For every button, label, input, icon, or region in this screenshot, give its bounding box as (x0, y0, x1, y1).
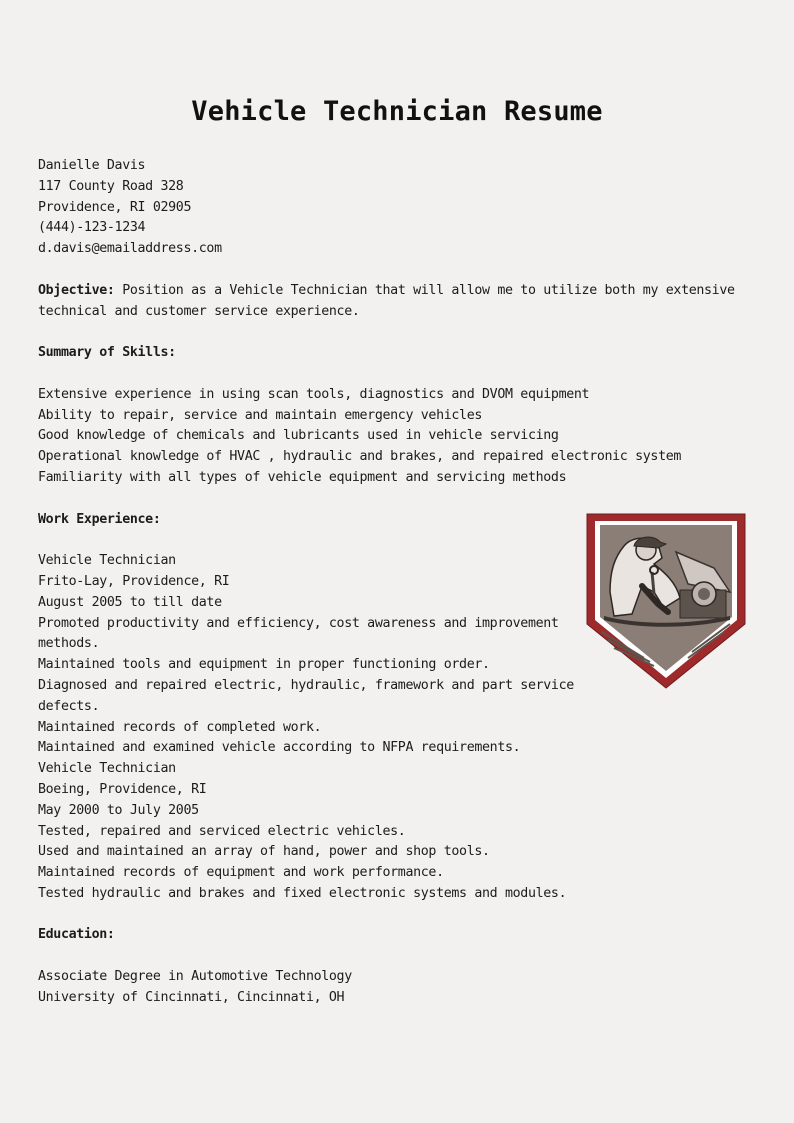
objective-label: Objective: (38, 282, 115, 298)
skill-item: Good knowledge of chemicals and lubricants used in vehicle servicing (38, 428, 559, 444)
education-heading: Education: (38, 927, 115, 943)
job-duty: Maintained tools and equipment in proper functioning order. (38, 657, 490, 673)
job-title: Vehicle Technician (38, 761, 176, 777)
job-duty: Maintained records of equipment and work performance. (38, 865, 444, 881)
contact-city: Providence, RI 02905 (38, 199, 192, 215)
education-degree: Associate Degree in Automotive Technology (38, 969, 352, 985)
job-duty: Tested hydraulic and brakes and fixed electronic systems and modules. (38, 885, 567, 901)
job-dates: August 2005 to till date (38, 594, 222, 610)
job-duty: Tested, repaired and serviced electric vehicles. (38, 823, 406, 839)
skill-item: Operational knowledge of HVAC , hydraulic and brakes, and repaired electronic system (38, 449, 682, 465)
objective-text: Position as a Vehicle Technician that will allow me to utilize both my extensive technical and customer service experience. (38, 282, 735, 319)
job-duty: Diagnosed and repaired electric, hydraulic, framework and part service defects. (38, 677, 574, 714)
contact-email: d.davis@emailaddress.com (38, 241, 222, 257)
experience-heading: Work Experience: (38, 511, 161, 527)
education-school: University of Cincinnati, Cincinnati, OH (38, 989, 345, 1005)
job-duty: Maintained and examined vehicle according to NFPA requirements. (38, 740, 521, 756)
page-title: Vehicle Technician Resume (191, 96, 603, 127)
job-company: Frito-Lay, Providence, RI (38, 573, 230, 589)
objective-section (38, 281, 768, 323)
contact-address: 117 County Road 328 (38, 178, 184, 194)
contact-name: Danielle Davis (38, 158, 146, 173)
job-company: Boeing, Providence, RI (38, 781, 207, 797)
job-duty: Maintained records of completed work. (38, 719, 322, 735)
job-duty: Promoted productivity and efficiency, cost awareness and improvement methods. (38, 615, 559, 652)
skill-item: Familiarity with all types of vehicle equipment and servicing methods (38, 469, 567, 485)
skill-item: Extensive experience in using scan tools, diagnostics and DVOM equipment (38, 386, 590, 402)
skill-item: Ability to repair, service and maintain emergency vehicles (38, 407, 483, 423)
job-duty: Used and maintained an array of hand, power and shop tools. (38, 844, 490, 860)
mechanic-shield-icon (584, 512, 748, 690)
contact-phone: (444)-123-1234 (38, 220, 146, 236)
skills-heading: Summary of Skills: (38, 345, 176, 361)
job-dates: May 2000 to July 2005 (38, 802, 199, 818)
job-title: Vehicle Technician (38, 553, 176, 569)
